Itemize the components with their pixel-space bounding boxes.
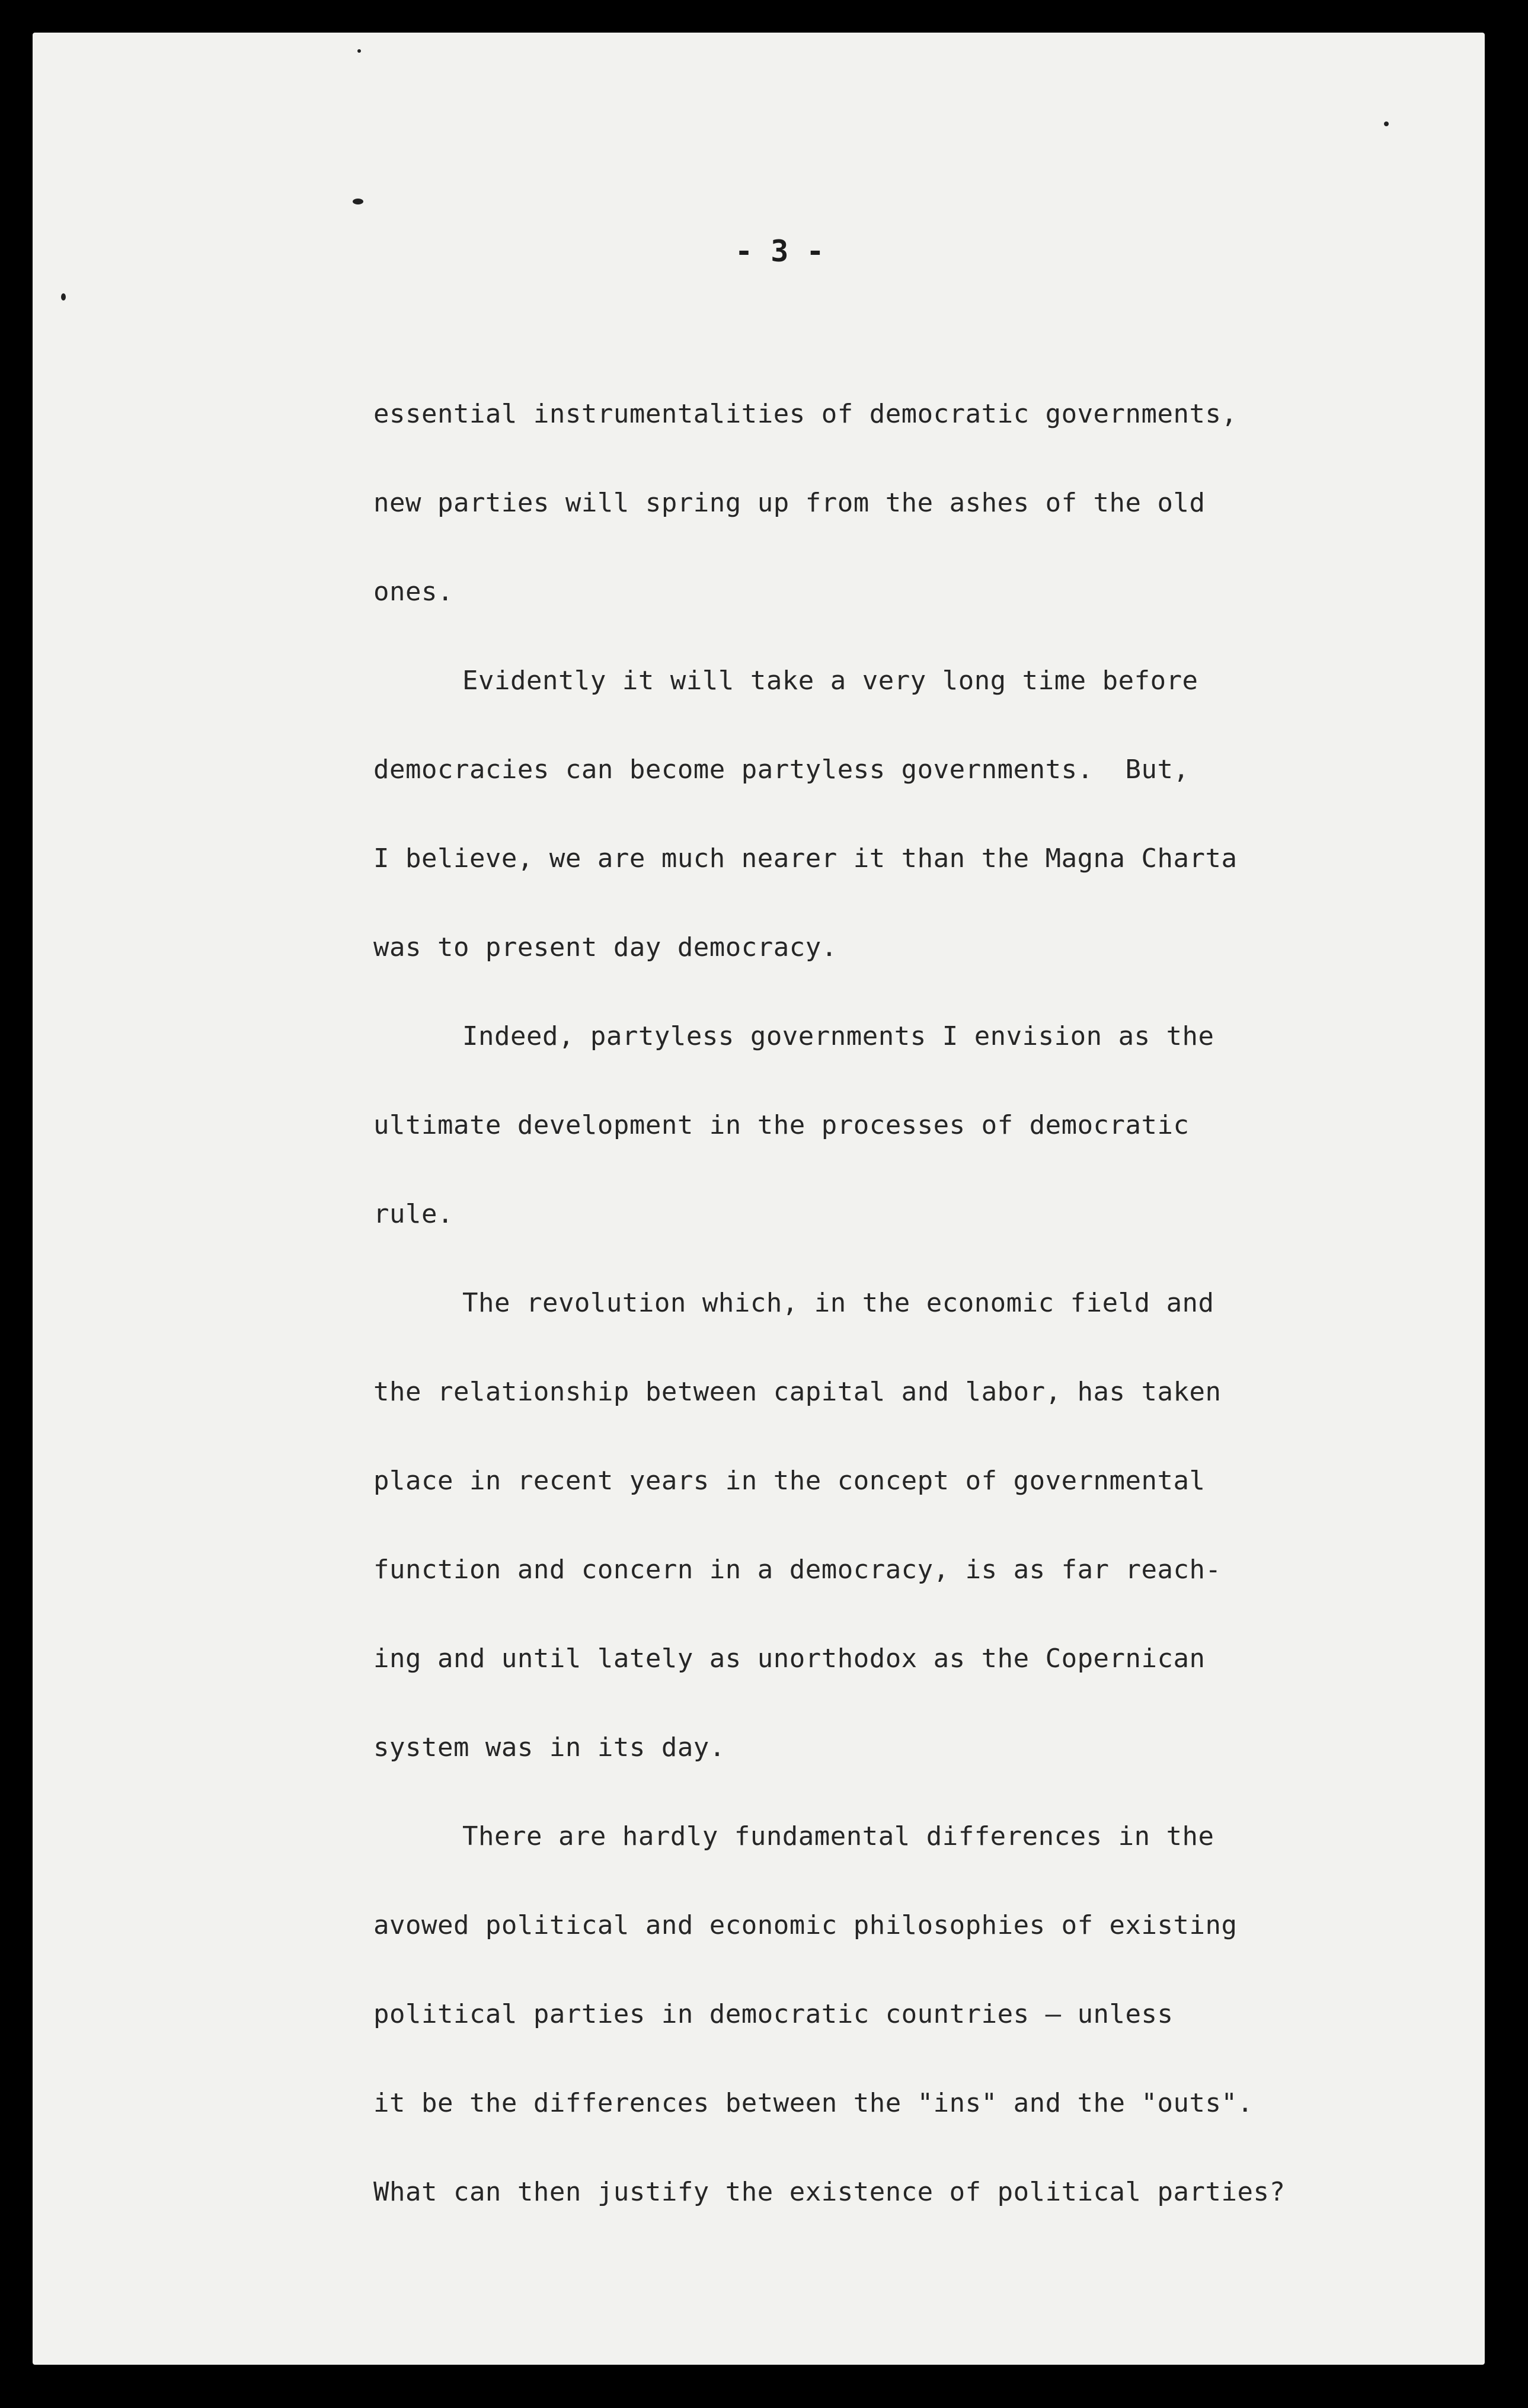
text-line: rule. xyxy=(373,1199,453,1229)
text-line: ing and until lately as unorthodox as the Copernican xyxy=(373,1643,1206,1674)
document-page xyxy=(33,33,1485,2365)
text-line: it be the differences between the "ins" and the "outs". xyxy=(373,2088,1254,2118)
text-line: avowed political and economic philosophies of existing xyxy=(373,1910,1238,1940)
text-line: Indeed, partyless governments I envision as the xyxy=(462,1021,1214,1051)
ink-speck xyxy=(353,199,363,204)
ink-speck xyxy=(1384,121,1389,126)
text-line: essential instrumentalities of democratic governments, xyxy=(373,399,1238,429)
text-line: place in recent years in the concept of governmental xyxy=(373,1466,1206,1496)
text-line: ultimate development in the processes of democratic xyxy=(373,1110,1190,1140)
text-line: new parties will spring up from the ashes of the old xyxy=(373,488,1206,518)
text-line: ones. xyxy=(373,577,453,607)
text-line: There are hardly fundamental differences in the xyxy=(462,1821,1214,1851)
page-number: - 3 - xyxy=(735,234,824,268)
ink-speck xyxy=(61,293,66,300)
text-line: democracies can become partyless governments. But, xyxy=(373,754,1190,785)
text-line: was to present day democracy. xyxy=(373,932,837,962)
text-line: function and concern in a democracy, is as far reach- xyxy=(373,1555,1222,1585)
text-line: system was in its day. xyxy=(373,1732,725,1763)
text-line: political parties in democratic countries — unless xyxy=(373,1999,1174,2029)
ink-speck xyxy=(357,49,361,53)
text-line: I believe, we are much nearer it than the Magna Charta xyxy=(373,843,1238,874)
text-line: Evidently it will take a very long time before xyxy=(462,666,1198,696)
text-line: the relationship between capital and labor, has taken xyxy=(373,1377,1222,1407)
text-line: What can then justify the existence of political parties? xyxy=(373,2177,1286,2207)
text-line: The revolution which, in the economic field and xyxy=(462,1288,1214,1318)
